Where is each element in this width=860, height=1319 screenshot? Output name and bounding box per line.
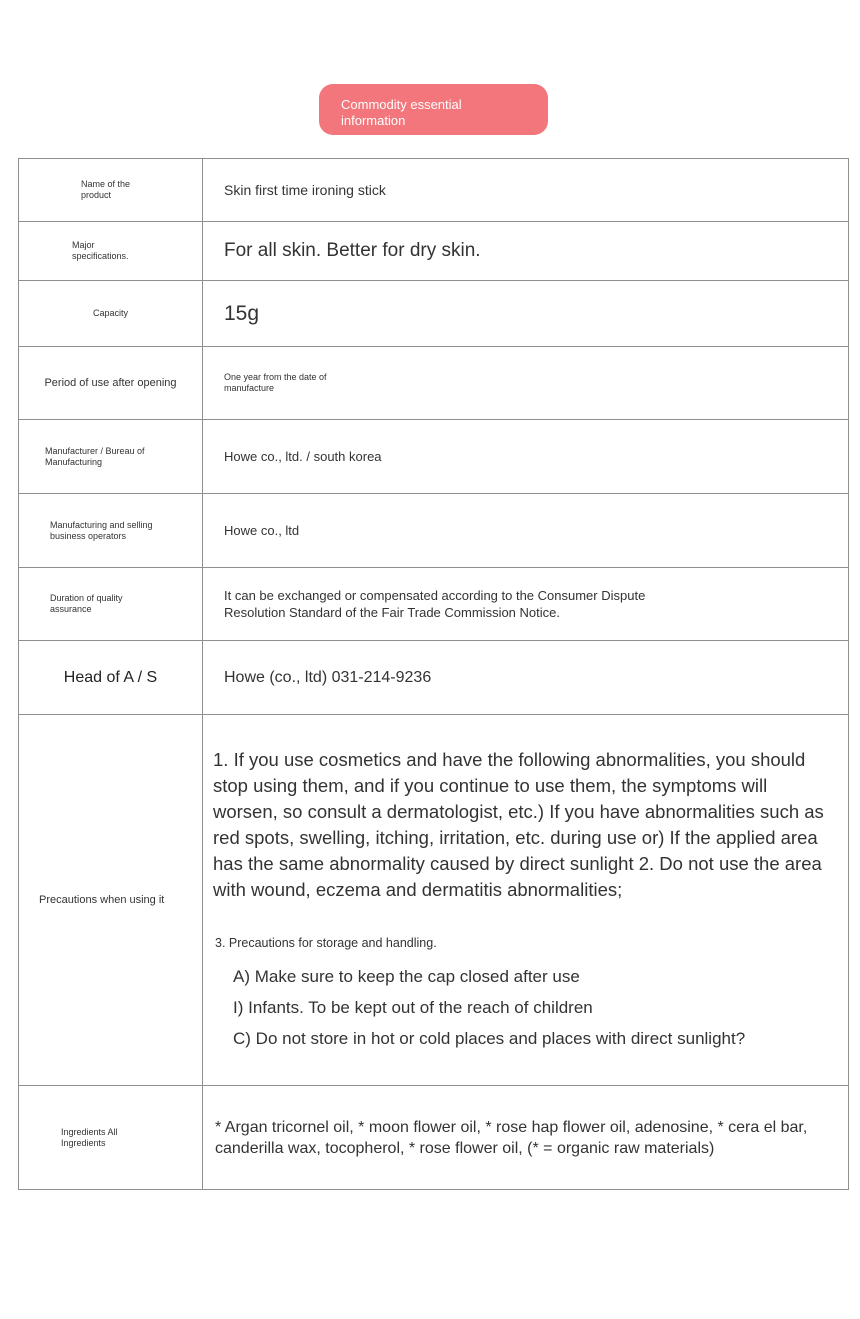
selling-operators-label: Manufacturing and selling business operators [50, 519, 153, 541]
product-info-table [18, 158, 849, 1190]
list-item: A) Make sure to keep the cap closed after use [233, 966, 580, 986]
period-of-use-label: Period of use after opening [44, 377, 177, 389]
row-label-cell [19, 641, 203, 715]
ingredients-value: * Argan tricornel oil, * moon flower oil, * rose hap flower oil, adenosine, * cera el bar, canderilla wax, tocopherol, * rose flower oil, (* = organic raw materials) [215, 1118, 808, 1157]
product-name-value: Skin first time ironing stick [224, 182, 386, 198]
table-row [19, 347, 849, 420]
row-value-cell [203, 222, 849, 281]
row-label-cell [19, 715, 203, 1086]
quality-assurance-label: Duration of quality assurance [50, 593, 123, 614]
row-label-cell [19, 568, 203, 641]
table-row [19, 715, 849, 1086]
storage-list [213, 961, 836, 1054]
ingredients-label: Ingredients All Ingredients [61, 1126, 118, 1148]
section-title-badge [319, 84, 548, 135]
row-label-cell [19, 1086, 203, 1190]
table-row [19, 494, 849, 568]
row-label-cell [19, 159, 203, 222]
list-item: I) Infants. To be kept out of the reach of children [233, 997, 593, 1017]
row-value-cell [203, 281, 849, 347]
row-value-cell [203, 641, 849, 715]
table-row [19, 1086, 849, 1190]
quality-assurance-value: It can be exchanged or compensated according to the Consumer Dispute Resolution Standard of the Fair Trade Commission Notice. [224, 588, 646, 620]
table-row [19, 281, 849, 347]
precautions-label: Precautions when using it [39, 894, 165, 906]
selling-operators-value: Howe co., ltd [224, 523, 300, 538]
row-label-cell [19, 420, 203, 494]
after-service-label: Head of A / S [63, 668, 158, 686]
table-row [19, 420, 849, 494]
row-value-cell [203, 347, 849, 420]
row-value-cell [203, 494, 849, 568]
capacity-label: Capacity [92, 308, 128, 318]
after-service-value: Howe (co., ltd) 031-214-9236 [224, 668, 432, 686]
table-row [19, 568, 849, 641]
row-label-cell [19, 222, 203, 281]
major-specifications-value: For all skin. Better for dry skin. [224, 240, 481, 261]
precautions-main-text: 1. If you use cosmetics and have the following abnormalities, you should stop using them, and if you continue to use them, the symptoms will worsen, so consult a dermatologist, etc.) If you have abnormalities such as red spots, swelling, itching, irritation, etc. during use or) If the applied area has the same abnormality caused by direct sunlight 2. Do not use the area with wound, eczema and dermatitis abnormalities; [213, 748, 824, 900]
period-of-use-value: One year from the date of manufacture [224, 372, 327, 393]
storage-heading: 3. Precautions for storage and handling. [215, 935, 437, 950]
manufacturer-value: Howe co., ltd. / south korea [224, 449, 382, 464]
row-value-cell [203, 420, 849, 494]
row-label-cell [19, 494, 203, 568]
table-row [19, 641, 849, 715]
row-label-cell [19, 281, 203, 347]
major-specifications-label: Major specifications. [72, 240, 129, 261]
manufacturer-label: Manufacturer / Bureau of Manufacturing [45, 445, 145, 467]
list-item: C) Do not store in hot or cold places and places with direct sunlight? [233, 1028, 746, 1048]
table-row [19, 222, 849, 281]
row-label-cell [19, 347, 203, 420]
table-row [19, 159, 849, 222]
row-value-cell [203, 568, 849, 641]
section-title: Commodity essential information [341, 97, 462, 128]
precautions-cell [203, 715, 849, 1086]
ingredients-cell [203, 1086, 849, 1190]
product-name-label: Name of the product [81, 179, 131, 200]
capacity-value: 15g [224, 301, 260, 325]
row-value-cell [203, 159, 849, 222]
